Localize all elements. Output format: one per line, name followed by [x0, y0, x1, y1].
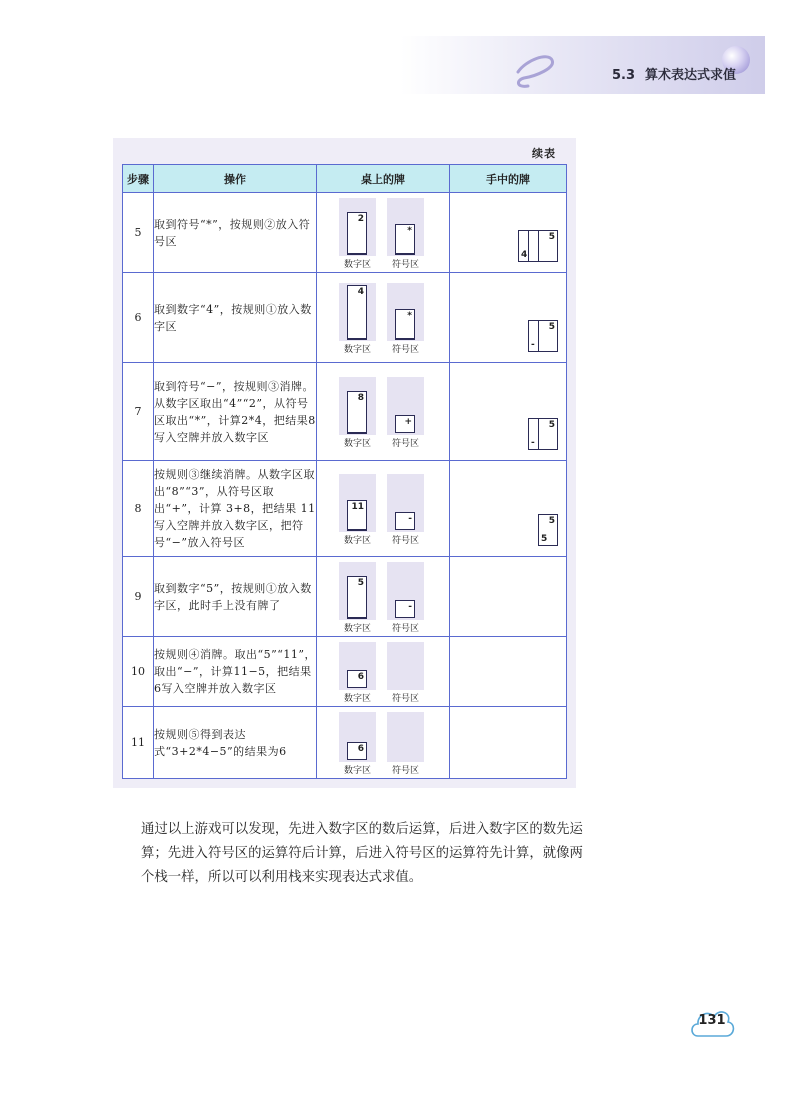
zone-label: 符号区 [391, 345, 419, 355]
operation-text: 取到符号“*”，按规则②放入符号区 [154, 193, 317, 273]
hand-cards [450, 707, 567, 779]
table-panel [113, 138, 576, 788]
card-value: - [408, 514, 412, 524]
e-logo-icon [512, 42, 560, 92]
playing-card [347, 742, 367, 760]
hand-cards [450, 637, 567, 707]
zone-label: 符号区 [391, 766, 419, 776]
section-title: 算术表达式求值 [645, 68, 737, 83]
card-value: 6 [357, 672, 364, 682]
page-number: 131 [698, 1013, 726, 1028]
card-value: * [407, 311, 412, 321]
operation-text: 取到符号“−”，按规则③消牌。从数字区取出“4”“2”，从符号区取出“*”，计算2*4，把结果8写入空牌并放入数字区 [154, 363, 317, 461]
step-number: 10 [123, 637, 154, 707]
playing-card [347, 212, 367, 254]
zone-label: 符号区 [391, 624, 419, 634]
table-header-row [123, 165, 567, 193]
zone-label: 数字区 [343, 694, 371, 704]
zone-label: 符号区 [391, 694, 419, 704]
playing-card [538, 514, 558, 546]
zone-label: 数字区 [343, 345, 371, 355]
step-number: 5 [123, 193, 154, 273]
hand-cards [450, 557, 567, 637]
table-row [123, 273, 567, 363]
table-row [123, 557, 567, 637]
zone-background [387, 712, 424, 762]
card-value: - [408, 602, 412, 612]
operation-text: 取到数字“4”，按规则①放入数字区 [154, 273, 317, 363]
card-value: 2 [357, 214, 364, 224]
playing-card [395, 512, 415, 530]
card-value: 6 [357, 744, 364, 754]
playing-card [347, 500, 367, 530]
table-row [123, 461, 567, 557]
hand-stack [538, 514, 558, 548]
step-number: 7 [123, 363, 154, 461]
step-number: 8 [123, 461, 154, 557]
desk-cards [317, 637, 450, 707]
operation-text: 取到数字“5”，按规则①放入数字区，此时手上没有牌了 [154, 557, 317, 637]
operation-text: 按规则③继续消牌。从数字区取出“8”“3”，从符号区取出“+”，计算 3+8，把结果 11 写入空牌并放入数字区，把符号“−”放入符号区 [154, 461, 317, 557]
desk-cards [317, 707, 450, 779]
summary-paragraph [113, 818, 583, 890]
playing-card [395, 415, 415, 433]
col-header-operation: 操作 [154, 165, 317, 193]
col-header-step: 步骤 [123, 165, 154, 193]
hand-cards [450, 363, 567, 461]
section-heading [612, 64, 736, 83]
zone-label: 符号区 [391, 439, 419, 449]
card-value: 5 [548, 232, 555, 242]
zone-label: 数字区 [343, 260, 371, 270]
hand-cards [450, 273, 567, 363]
zone-label: 数字区 [343, 439, 371, 449]
card-value: 4 [357, 287, 364, 297]
zone-label: 数字区 [343, 536, 371, 546]
card-value: 5 [548, 516, 555, 526]
desk-cards [317, 363, 450, 461]
card-value: 4 [521, 250, 528, 260]
desk-cards [317, 461, 450, 557]
card-value: 5 [548, 420, 555, 430]
hand-stack [528, 320, 558, 354]
card-value: * [407, 226, 412, 236]
operation-text: 按规则④消牌。取出“5”“11”，取出“−”，计算11−5，把结果6写入空牌并放入数字区 [154, 637, 317, 707]
playing-card [395, 600, 415, 618]
playing-card [347, 576, 367, 618]
step-number: 9 [123, 557, 154, 637]
playing-card [347, 391, 367, 433]
paragraph-text: 通过以上游戏可以发现，先进入数字区的数后运算，后进入数字区的数先运算；先进入符号区的运算符后计算，后进入符号区的运算符先计算，就像两个栈一样，所以可以利用栈来实现表达式求值。 [141, 822, 583, 885]
playing-card [538, 320, 558, 352]
zone-label: 数字区 [343, 766, 371, 776]
zone-label: 数字区 [343, 624, 371, 634]
col-header-desk: 桌上的牌 [317, 165, 450, 193]
card-value: 5 [548, 322, 555, 332]
zone-label: 符号区 [391, 260, 419, 270]
card-value: 8 [357, 393, 364, 403]
card-value: - [531, 438, 535, 448]
step-number: 6 [123, 273, 154, 363]
playing-card [395, 309, 415, 339]
card-value: - [531, 340, 535, 350]
desk-cards [317, 557, 450, 637]
card-value: 11 [351, 502, 364, 512]
table-row [123, 637, 567, 707]
desk-cards [317, 193, 450, 273]
zone-label: 符号区 [391, 536, 419, 546]
table-row [123, 363, 567, 461]
playing-card [538, 230, 558, 262]
table-row [123, 707, 567, 779]
desk-cards [317, 273, 450, 363]
card-value: 5 [541, 534, 548, 544]
hand-stack [518, 230, 558, 264]
playing-card [347, 670, 367, 688]
col-header-hand: 手中的牌 [450, 165, 567, 193]
continued-label: 续表 [532, 147, 556, 160]
card-value: + [404, 417, 412, 427]
operation-text: 按规则⑤得到表达式“3+2*4−5”的结果为6 [154, 707, 317, 779]
playing-card [538, 418, 558, 450]
playing-card [347, 285, 367, 339]
section-number: 5.3 [612, 68, 636, 83]
hand-cards [450, 461, 567, 557]
hand-stack [528, 418, 558, 452]
steps-table [122, 164, 567, 779]
card-value: 5 [357, 578, 364, 588]
hand-cards [450, 193, 567, 273]
zone-background [387, 642, 424, 690]
step-number: 11 [123, 707, 154, 779]
playing-card [395, 224, 415, 254]
table-row [123, 193, 567, 273]
